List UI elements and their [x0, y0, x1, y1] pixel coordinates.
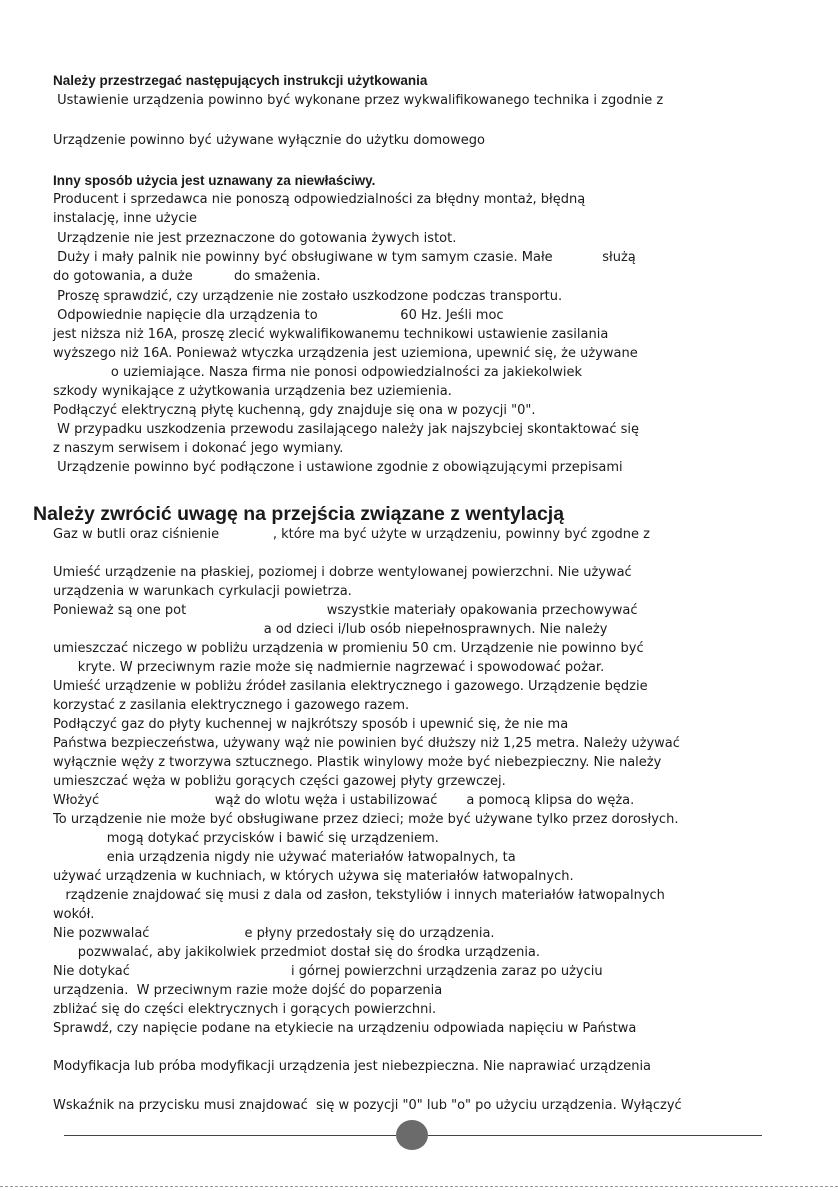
text-line: z naszym serwisem i dokonać jego wymiany. — [53, 441, 344, 456]
text-line: a od dzieci i/lub osób niepełnosprawnych. Nie należy — [53, 622, 608, 637]
text-line: To urządzenie nie może być obsługiwane przez dzieci; może być używane tylko przez dorosłych. — [53, 812, 679, 827]
page-bottom-edge — [0, 1186, 838, 1188]
text-line: Duży i mały palnik nie powinny być obsługiwane w tym samym czasie. Małe służą — [53, 250, 636, 265]
text-line: Podłączyć gaz do płyty kuchennej w najkrótszy sposób i upewnić się, że nie ma — [53, 717, 569, 732]
text-line: mogą dotykać przycisków i bawić się urządzeniem. — [53, 831, 439, 846]
text-line: W przypadku uszkodzenia przewodu zasilającego należy jak najszybciej skontaktować się — [53, 422, 640, 437]
text-line: Państwa bezpieczeństwa, używany wąż nie powinien być dłuższy niż 1,25 metra. Należy używać — [53, 736, 680, 751]
text-line: Producent i sprzedawca nie ponoszą odpowiedzialności za błędny montaż, błędną — [53, 192, 586, 207]
text-line: umieszczać niczego w pobliżu urządzenia w promieniu 50 cm. Urządzenie nie powinno być — [53, 641, 644, 656]
text-line: Ustawienie urządzenia powinno być wykonane przez wykwalifikowanego technika i zgodnie z — [53, 93, 664, 108]
text-line: Modyfikacja lub próba modyfikacji urządzenia jest niebezpieczna. Nie naprawiać urządzenia — [53, 1059, 652, 1074]
text-line: Odpowiednie napięcie dla urządzenia to 60 Hz. Jeśli moc — [53, 308, 504, 323]
section-title-misuse: Inny sposób użycia jest uznawany za niewłaściwy. — [53, 173, 376, 188]
text-line: Gaz w butli oraz ciśnienie , które ma być użyte w urządzeniu, powinny być zgodne z — [53, 527, 650, 542]
text-line: Urządzenie nie jest przeznaczone do gotowania żywych istot. — [53, 231, 457, 246]
text-line: zbliżać się do części elektrycznych i gorących powierzchni. — [53, 1002, 437, 1017]
footer-rule-left — [64, 1135, 396, 1136]
section-title-instructions: Należy przestrzegać następujących instrukcji użytkowania — [53, 73, 428, 88]
text-line: Umieść urządzenie na płaskiej, poziomej i dobrze wentylowanej powierzchni. Nie używać — [53, 565, 632, 580]
section-heading-ventilation: Należy zwrócić uwagę na przejścia związane z wentylacją — [33, 503, 565, 525]
text-line: Włożyć wąż do wlotu węża i ustabilizować a pomocą klipsa do węża. — [53, 793, 635, 808]
text-line: używać urządzenia w kuchniach, w których używa się materiałów łatwopalnych. — [53, 869, 574, 884]
footer-rule-right — [428, 1135, 762, 1136]
text-line: Urządzenie powinno być używane wyłącznie do użytku domowego — [53, 133, 485, 148]
text-line: Proszę sprawdzić, czy urządzenie nie zostało uszkodzone podczas transportu. — [53, 289, 563, 304]
text-line: korzystać z zasilania elektrycznego i gazowego razem. — [53, 698, 410, 713]
text-line: o uziemiające. Nasza firma nie ponosi odpowiedzialności za jakiekolwiek — [53, 365, 583, 380]
text-line: do gotowania, a duże do smażenia. — [53, 269, 321, 284]
text-line: Nie pozwwalać e płyny przedostały się do urządzenia. — [53, 926, 495, 941]
text-line: rządzenie znajdować się musi z dala od zasłon, tekstyliów i innych materiałów łatwopalnych — [53, 888, 665, 903]
text-line: urządzenia w warunkach cyrkulacji powietrza. — [53, 584, 352, 599]
text-line: jest niższa niż 16A, proszę zlecić wykwalifikowanemu technikowi ustawienie zasilania — [53, 327, 609, 342]
text-line: umieszczać węża w pobliżu gorących części gazowej płyty grzewczej. — [53, 774, 506, 789]
text-line: kryte. W przeciwnym razie może się nadmiernie nagrzewać i spowodować pożar. — [53, 660, 605, 675]
text-line: Podłączyć elektryczną płytę kuchenną, gdy znajduje się ona w pozycji "0". — [53, 403, 536, 418]
text-line: Ponieważ są one pot wszystkie materiały opakowania przechowywać — [53, 603, 638, 618]
text-line: instalację, inne użycie — [53, 211, 198, 226]
text-line: Umieść urządzenie w pobliżu źródeł zasilania elektrycznego i gazowego. Urządzenie będzie — [53, 679, 648, 694]
text-line: urządzenia. W przeciwnym razie może dojść do poparzenia — [53, 983, 443, 998]
text-line: wyłącznie węży z tworzywa sztucznego. Plastik winylowy może być niebezpieczny. Nie należy — [53, 755, 662, 770]
text-line: wokół. — [53, 907, 95, 922]
text-line: Sprawdź, czy napięcie podane na etykiecie na urządzeniu odpowiada napięciu w Państwa — [53, 1021, 637, 1036]
text-line: enia urządzenia nigdy nie używać materiałów łatwopalnych, ta — [53, 850, 516, 865]
text-line: wyższego niż 16A. Ponieważ wtyczka urządzenia jest uziemiona, upewnić się, że używane — [53, 346, 638, 361]
text-line: Wskaźnik na przycisku musi znajdować się w pozycji "0" lub "o" po użyciu urządzenia. Wyłączyć — [53, 1098, 682, 1113]
text-line: pozwwalać, aby jakikolwiek przedmiot dostał się do środka urządzenia. — [53, 945, 541, 960]
text-line: Nie dotykać i górnej powierzchni urządzenia zaraz po użyciu — [53, 964, 603, 979]
text-line: Urządzenie powinno być podłączone i ustawione zgodnie z obowiązującymi przepisami — [53, 460, 623, 475]
text-line: szkody wynikające z użytkowania urządzenia bez uziemienia. — [53, 384, 452, 399]
page-marker-dot — [396, 1120, 428, 1150]
